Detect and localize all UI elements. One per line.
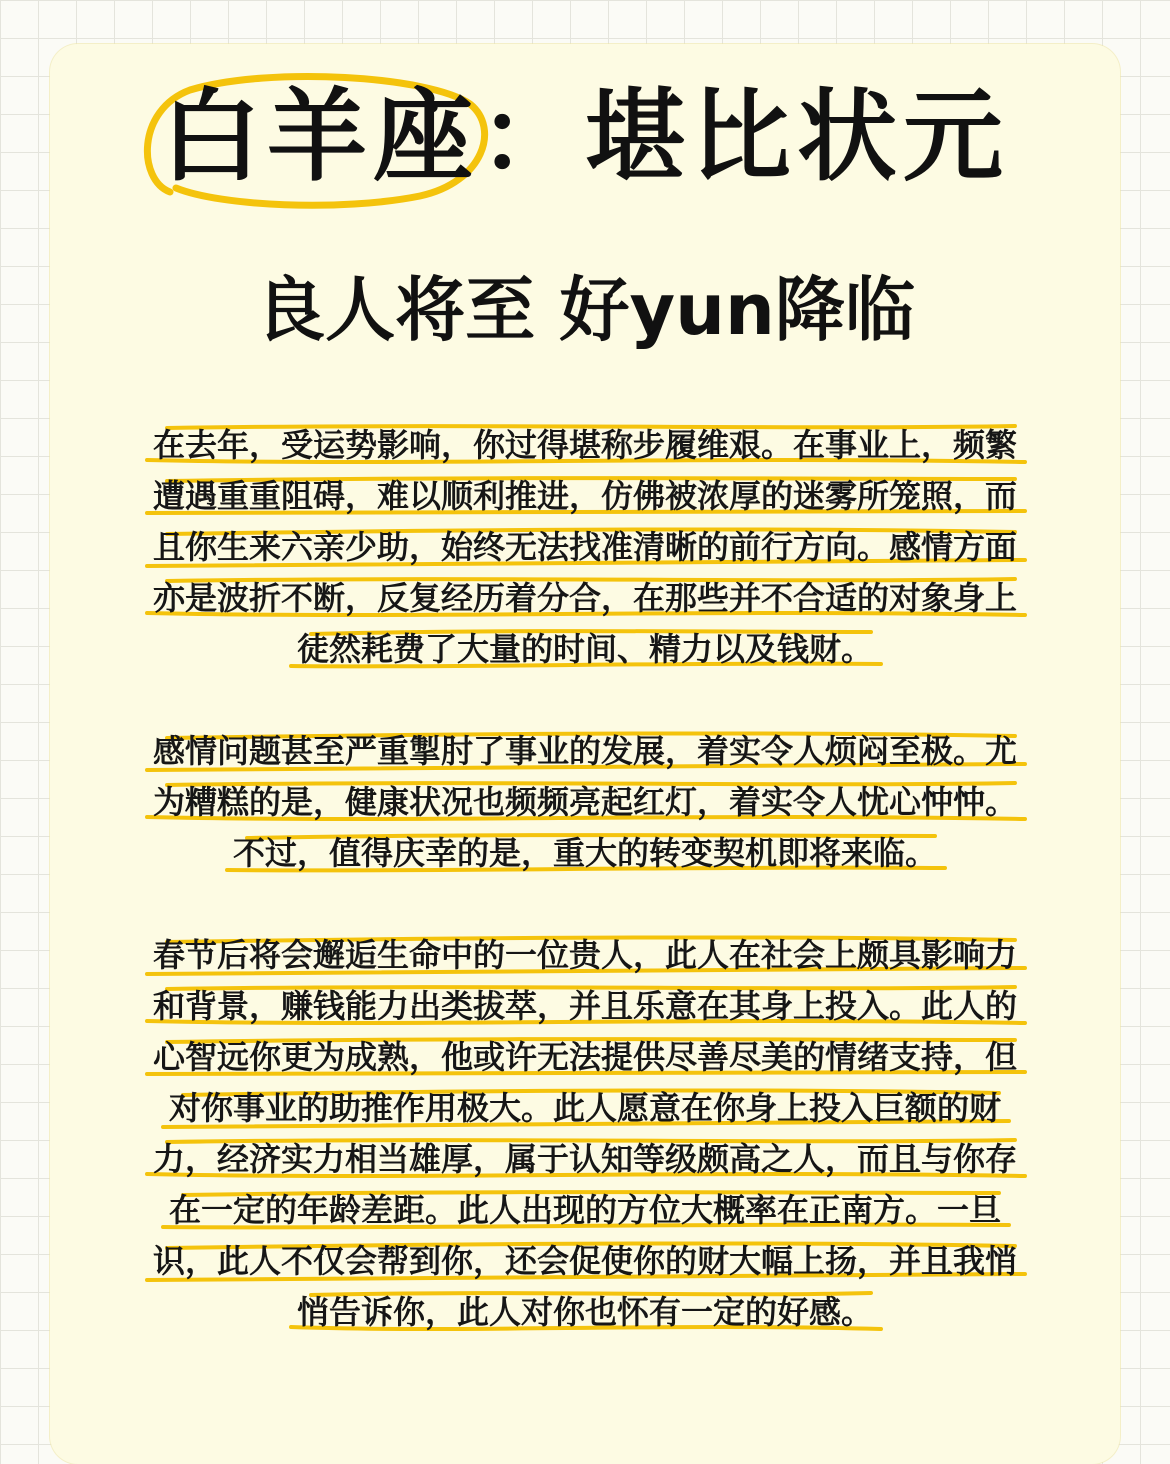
line-text: 在一定的年龄差距。此人出现的方位大概率在正南方。一旦 [168,1191,1001,1229]
text-line [98,777,1072,828]
line-text: 不过，值得庆幸的是，重大的转变契机即将来临。 [232,834,937,872]
line-text: 心智远你更为成熟，他或许无法提供尽善尽美的情绪支持，但 [152,1038,1017,1076]
text-line [98,1185,1072,1236]
text-line [98,522,1072,573]
text-line [98,573,1072,624]
paragraph-2 [98,726,1072,879]
text-line [98,981,1072,1032]
line-text: 亦是波折不断，反复经历着分合，在那些并不合适的对象身上 [152,579,1017,617]
page-subtitle: 良人将至 好yun降临 [255,269,915,351]
text-line [98,1083,1072,1134]
text-line [98,471,1072,522]
line-text: 徒然耗费了大量的时间、精力以及钱财。 [296,630,873,668]
title-area [0,70,1170,210]
text-line [98,1287,1072,1338]
text-line [98,930,1072,981]
line-text: 感情问题甚至严重掣肘了事业的发展，着实令人烦闷至极。尤 [152,732,1017,770]
text-line [98,420,1072,471]
text-line [98,828,1072,879]
line-text: 和背景，赚钱能力出类拔萃，并且乐意在其身上投入。此人的 [152,987,1017,1025]
text-line [98,624,1072,675]
text-line [98,1134,1072,1185]
line-text: 对你事业的助推作用极大。此人愿意在你身上投入巨额的财 [168,1089,1001,1127]
line-text: 悄告诉你，此人对你也怀有一定的好感。 [296,1293,873,1331]
paragraph-1 [98,420,1072,675]
line-text: 为糟糕的是，健康状况也频频亮起红灯，着实令人忧心忡忡。 [152,783,1017,821]
line-text: 春节后将会邂逅生命中的一位贵人，此人在社会上颇具影响力 [152,936,1017,974]
line-text: 遭遇重重阻碍，难以顺利推进，仿佛被浓厚的迷雾所笼照，而 [152,477,1017,515]
paragraph-3 [98,930,1072,1338]
page-title: 白羊座：堪比状元 [161,78,1009,195]
text-line [98,1236,1072,1287]
line-text: 力，经济实力相当雄厚，属于认知等级颇高之人，而且与你存 [152,1140,1017,1178]
line-text: 在去年，受运势影响，你过得堪称步履维艰。在事业上，频繁 [152,426,1017,464]
text-line [98,1032,1072,1083]
text-line [98,726,1072,777]
line-text: 且你生来六亲少助，始终无法找准清晰的前行方向。感情方面 [152,528,1017,566]
line-text: 识，此人不仅会帮到你，还会促使你的财大幅上扬，并且我悄 [152,1242,1017,1280]
